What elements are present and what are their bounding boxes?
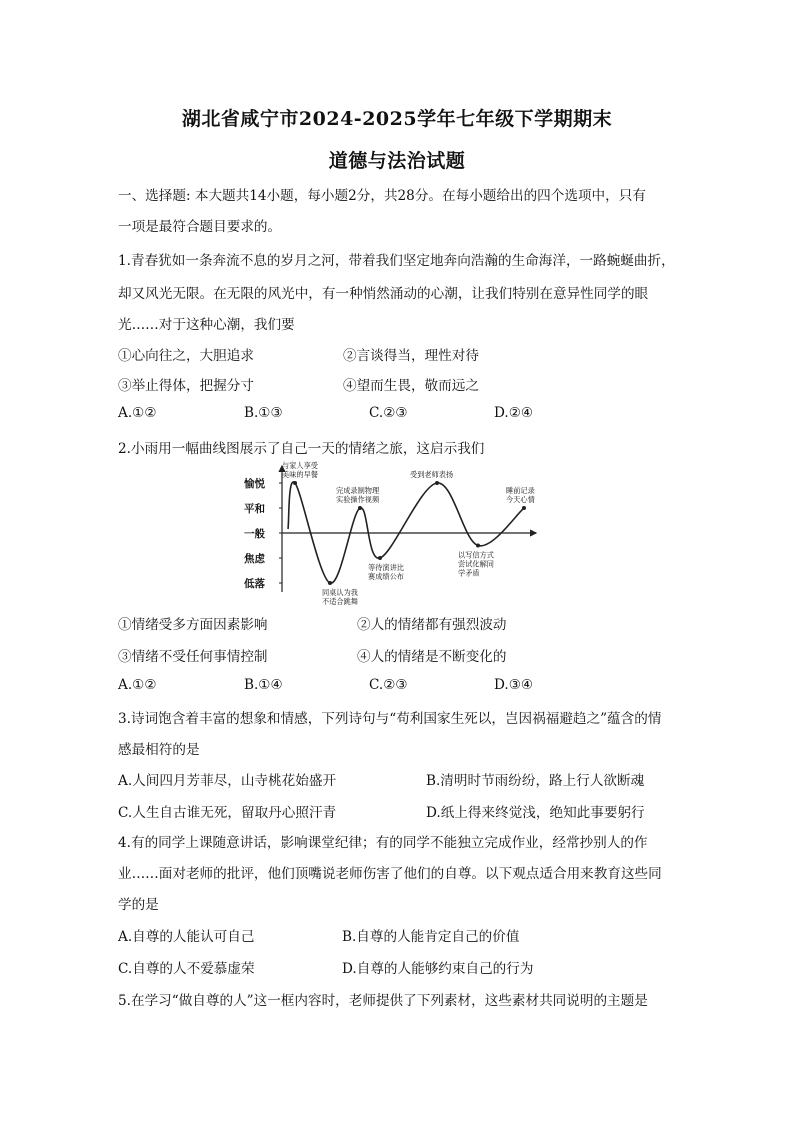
event-label: 尝试化解同 bbox=[458, 559, 494, 569]
q4-stem-line-2: 业……面对老师的批评，他们顶嘴说老师伤害了他们的自尊。以下观点适合用来教育这些同 bbox=[118, 866, 662, 882]
emotion-curve-chart bbox=[240, 458, 540, 606]
y-level-label: 低落 bbox=[244, 578, 265, 590]
q1-option-d: D.②④ bbox=[494, 405, 534, 421]
q1-stem-line-2: 却又风光无限。在无限的风光中，有一种悄然涌动的心潮，让我们特别在意异性同学的眼 bbox=[118, 286, 649, 302]
q3-option-a: A.人间四月芳菲尽，山寺桃花始盛开 bbox=[118, 773, 337, 789]
q2-statement-4: ④人的情绪是不断变化的 bbox=[357, 649, 507, 665]
event-label: 同桌认为我 bbox=[322, 588, 358, 597]
q2-statement-3: ③情绪不受任何事情控制 bbox=[118, 649, 268, 665]
event-label: 完成录制物理 bbox=[336, 486, 380, 495]
q4-option-b: B.自尊的人能肯定自己的价值 bbox=[342, 929, 520, 945]
y-level-label: 平和 bbox=[244, 503, 265, 515]
exam-title: 湖北省咸宁市2024-2025学年七年级下学期期末 bbox=[181, 108, 613, 130]
y-level-label: 焦虑 bbox=[244, 553, 265, 565]
q4-option-a: A.自尊的人能认可自己 bbox=[118, 929, 255, 945]
curve-point bbox=[293, 481, 297, 485]
event-label: 以写信方式 bbox=[458, 550, 494, 560]
curve-point bbox=[435, 481, 439, 485]
q1-option-a: A.①② bbox=[118, 405, 157, 421]
q3-option-d: D.纸上得来终觉浅，绝知此事要躬行 bbox=[426, 805, 645, 821]
q5-stem: 5.在学习“做自尊的人”这一框内容时，老师提供了下列素材，这些素材共同说明的主题是 bbox=[118, 993, 648, 1009]
q2-statement-1: ①情绪受多方面因素影响 bbox=[118, 617, 268, 633]
event-label: 赛成绩公布 bbox=[368, 572, 404, 581]
q4-stem-line-1: 4.有的同学上课随意讲话，影响课堂纪律；有的同学不能独立完成作业，经常抄别人的作 bbox=[118, 835, 648, 851]
event-label: 受到老师表扬 bbox=[410, 470, 454, 479]
q2-option-c: C.②③ bbox=[369, 677, 408, 693]
event-label: 实验操作视频 bbox=[336, 495, 380, 504]
q1-statement-3: ③举止得体，把握分寸 bbox=[118, 378, 254, 394]
curve-point bbox=[358, 506, 362, 510]
curve-point bbox=[522, 506, 526, 510]
event-label: 学矛盾 bbox=[458, 568, 480, 578]
event-label: 美味的早餐 bbox=[282, 470, 318, 479]
y-level-label: 愉悦 bbox=[244, 478, 265, 490]
q4-stem-line-3: 学的是 bbox=[118, 897, 159, 913]
q2-option-d: D.③④ bbox=[494, 677, 534, 693]
event-label: 今天心情 bbox=[506, 495, 535, 504]
q1-stem-line-3: 光……对于这种心潮，我们要 bbox=[118, 317, 295, 333]
q2-option-a: A.①② bbox=[118, 677, 157, 693]
event-label: 等待演讲比 bbox=[368, 563, 404, 572]
section-heading-line-1: 一、选择题: 本大题共14小题，每小题2分，共28分。在每小题给出的四个选项中，只有 bbox=[118, 188, 646, 204]
q4-option-d: D.自尊的人能够约束自己的行为 bbox=[342, 961, 534, 977]
q1-option-b: B.①③ bbox=[244, 405, 283, 421]
y-level-label: 一般 bbox=[244, 528, 265, 540]
q1-stem-line-1: 1.青春犹如一条奔流不息的岁月之河，带着我们坚定地奔向浩瀚的生命海洋，一路蜿蜒曲折， bbox=[118, 253, 675, 269]
event-label: 与家人享受 bbox=[282, 461, 318, 470]
curve-point bbox=[476, 544, 480, 548]
q2-stem: 2.小雨用一幅曲线图展示了自己一天的情绪之旅，这启示我们 bbox=[118, 441, 485, 457]
q3-stem-line-2: 感最相符的是 bbox=[118, 742, 200, 758]
curve-point bbox=[378, 556, 382, 560]
q1-statement-1: ①心向往之，大胆追求 bbox=[118, 348, 254, 364]
q2-option-b: B.①④ bbox=[244, 677, 283, 693]
q3-option-c: C.人生自古谁无死，留取丹心照汗青 bbox=[118, 805, 337, 821]
q4-option-c: C.自尊的人不爱慕虚荣 bbox=[118, 961, 255, 977]
chart-axes bbox=[282, 466, 536, 592]
section-heading-line-2: 一项是最符合题目要求的。 bbox=[118, 219, 282, 235]
q1-statement-2: ②言谈得当，理性对待 bbox=[343, 348, 479, 364]
q1-statement-4: ④望而生畏，敬而远之 bbox=[343, 378, 479, 394]
event-label: 睡前记录 bbox=[506, 486, 535, 495]
curve-point bbox=[328, 581, 332, 585]
exam-subtitle: 道德与法治试题 bbox=[328, 150, 466, 172]
event-label: 不适合跳舞 bbox=[322, 597, 358, 606]
q2-statement-2: ②人的情绪都有强烈波动 bbox=[357, 617, 507, 633]
q3-stem-line-1: 3.诗词饱含着丰富的想象和情感，下列诗句与“苟利国家生死以，岂因祸福避趋之”蕴含的情 bbox=[118, 711, 662, 727]
q3-option-b: B.清明时节雨纷纷，路上行人欲断魂 bbox=[426, 773, 645, 789]
q1-option-c: C.②③ bbox=[369, 405, 408, 421]
